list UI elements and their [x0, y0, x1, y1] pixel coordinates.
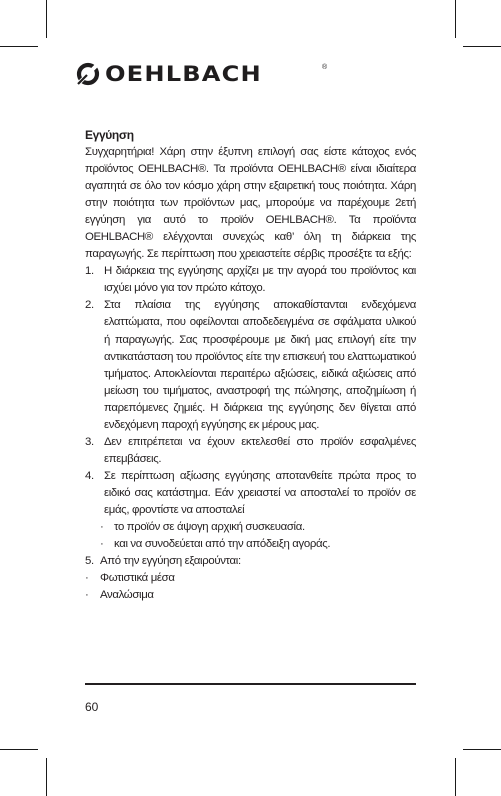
item-number: 5.: [85, 555, 94, 568]
list-item: [85, 297, 416, 433]
item-text: Η διάρκεια της εγγύησης αρχίζει με την αγορά του προϊόντος και ισχύει μόνο για τον πρώτο κάτοχο.: [104, 265, 416, 295]
list-item: [85, 434, 416, 468]
item-number: 1.: [85, 265, 94, 278]
registered-mark: ®: [322, 64, 328, 71]
warranty-section: [85, 127, 416, 604]
crop-mark: [455, 0, 456, 38]
item-text: Από την εγγύηση εξαιρούνται:: [100, 555, 241, 568]
list-item: [85, 468, 416, 519]
item-number: 4.: [85, 469, 94, 482]
bullet: ·: [85, 572, 89, 585]
exclusion-text: Αναλώσιμα: [100, 589, 154, 602]
crop-mark: [0, 46, 38, 47]
list-item: [85, 553, 416, 570]
bullet: ·: [85, 589, 89, 602]
item-text: Σε περίπτωση αξίωσης εγγύησης αποτανθείτε πρώτα προς το ειδικό σας κατάστημα. Εάν χρειαστεί να αποσταλεί το προϊόν σε εμάς, φροντίστε να αποσταλεί: [104, 469, 416, 516]
item-number: 2.: [85, 299, 94, 312]
exclusion-text: Φωτιστικά μέσα: [100, 572, 175, 585]
sub-item-text: και να συνοδεύεται από την απόδειξη αγοράς.: [114, 538, 331, 551]
exclusion-item: [85, 587, 416, 604]
item-text: Στα πλαίσια της εγγύησης αποκαθίστανται ενδεχόμενα ελαττώματα, που οφείλονται αποδεδειγμένα σε σφάλματα υλικού ή παραγωγής. Σας προσφέρουμε με δική μας επιλογή είτε την αντικατάσταση του προϊόντος είτε την επισκευή του ελαττωματικού τμήματος. Αποκλείονται περαιτέρω αξιώσεις, ειδικά αξιώσεις από μείωση του τιμήματος, αναστροφή της πώλησης, αποζημίωση ή παρεπόμενες ζημιές. Η διάρκεια της εγγύησης δεν θίγεται από ενδεχόμενη παροχή εγγύησης εκ μέρους μας.: [104, 299, 416, 431]
crop-mark: [46, 758, 47, 796]
crop-mark: [463, 46, 501, 47]
crop-mark: [455, 758, 456, 796]
footer-divider: [85, 683, 416, 685]
crop-mark: [463, 749, 501, 750]
bullet: ·: [100, 538, 104, 551]
item-text: Δεν επιτρέπεται να έχουν εκτελεσθεί στο προϊόν εσφαλμένες επεμβάσεις.: [104, 435, 416, 465]
oehlbach-logo-icon: [76, 62, 100, 86]
list-item: [85, 263, 416, 297]
brand-name: OEHLBACH: [105, 62, 262, 86]
brand-logo: [76, 62, 328, 86]
sub-list-item: [85, 536, 416, 553]
crop-mark: [0, 749, 38, 750]
page-number: 60: [85, 700, 99, 714]
section-title: Εγγύηση: [85, 128, 134, 142]
warranty-conditions-list: [85, 263, 416, 519]
sub-list-item: [85, 519, 416, 536]
intro-paragraph: Συγχαρητήρια! Χάρη στην έξυπνη επιλογή σας είστε κάτοχος ενός προϊόντος OEHLBACH®. Τα προϊόντα OEHLBACH® είναι ιδιαίτερα αγαπητά σε όλο τον κόσμο χάρη στην εξαιρετική τους ποιότητα. Χάρη στην ποιότητα των προϊόντων μας, μπορούμε να παρέχουμε 2ετή εγγύηση για αυτό το προϊόν OEHLBACH®. Τα προϊόντα OEHLBACH® ελέγχονται συνεχώς καθ’ όλη τη διάρκεια της παραγωγής. Σε περίπτωση που χρειαστείτε σέρβις προσέξτε τα εξής:: [85, 146, 416, 261]
item-number: 3.: [85, 435, 94, 448]
exclusion-item: [85, 570, 416, 587]
bullet: ·: [100, 521, 104, 534]
sub-item-text: το προϊόν σε άψογη αρχική συσκευασία.: [114, 521, 305, 534]
crop-mark: [46, 0, 47, 38]
